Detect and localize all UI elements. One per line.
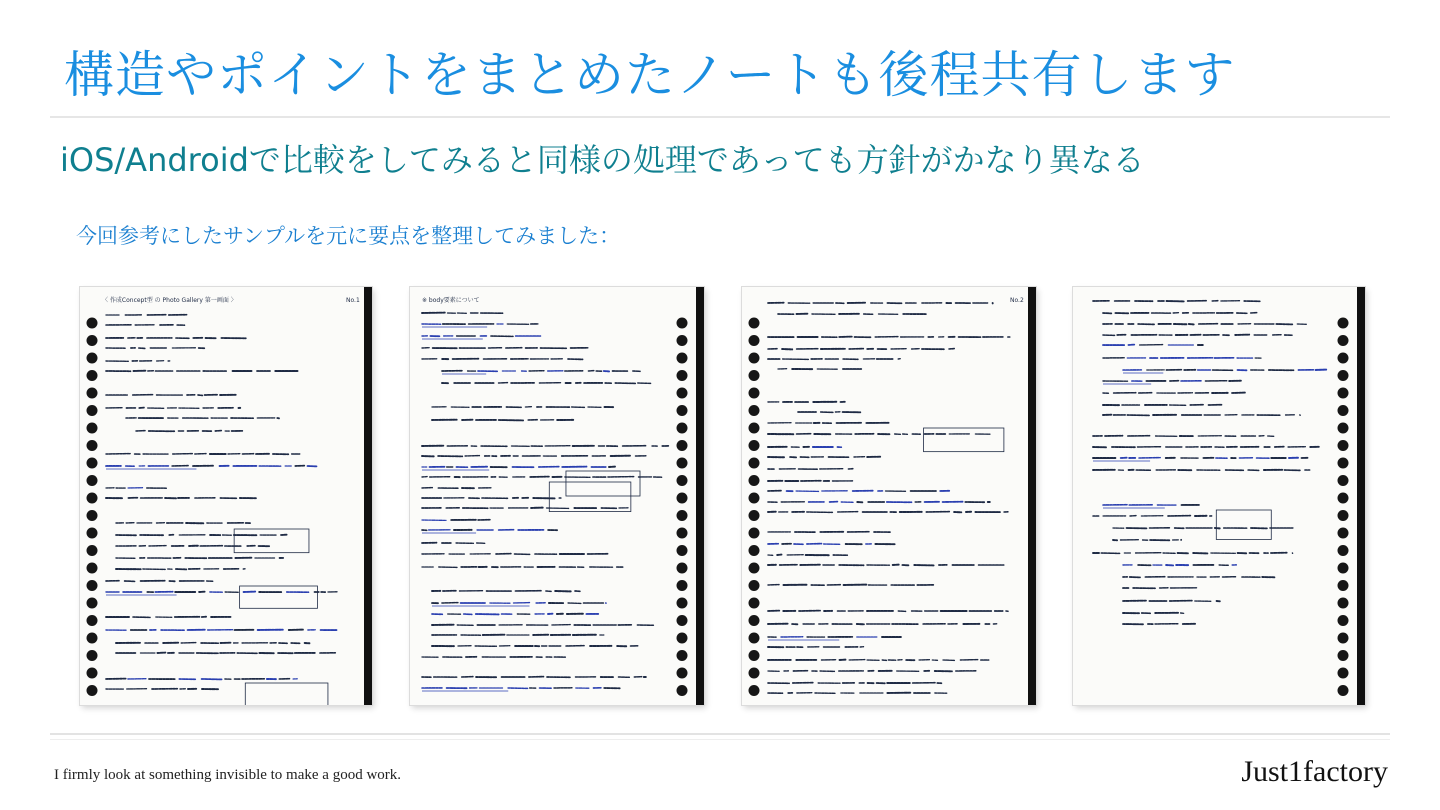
binder-hole <box>87 458 98 469</box>
binder-hole <box>1338 458 1349 469</box>
binder-hole <box>1338 685 1349 696</box>
binder-hole <box>677 685 688 696</box>
binder-hole <box>87 563 98 574</box>
footer-tagline: I firmly look at something invisible to make a good work. <box>54 767 402 783</box>
binder-hole <box>87 318 98 329</box>
binder-hole <box>1338 423 1349 434</box>
binder-hole <box>677 615 688 626</box>
handwritten-notes <box>410 287 704 705</box>
binder-hole <box>749 528 760 539</box>
binder-hole <box>749 685 760 696</box>
binder-hole <box>749 510 760 521</box>
footer-divider <box>50 733 1390 735</box>
binder-hole <box>1338 493 1349 504</box>
binder-hole <box>749 423 760 434</box>
binder-hole <box>677 318 688 329</box>
binder-hole <box>749 458 760 469</box>
binder-hole <box>87 685 98 696</box>
handwritten-notes <box>1073 287 1365 705</box>
binder-hole <box>749 318 760 329</box>
binder-hole <box>677 423 688 434</box>
binder-hole <box>1338 633 1349 644</box>
binder-hole <box>87 615 98 626</box>
binder-hole <box>749 388 760 399</box>
binder-hole <box>87 405 98 416</box>
binder-hole <box>1338 510 1349 521</box>
binder-hole <box>1338 545 1349 556</box>
binder-hole <box>87 598 98 609</box>
binder-hole <box>1338 528 1349 539</box>
binder-hole <box>749 580 760 591</box>
binder-hole <box>749 405 760 416</box>
binder-hole <box>677 545 688 556</box>
binder-hole <box>87 650 98 661</box>
binder-hole <box>1338 563 1349 574</box>
binder-hole <box>677 475 688 486</box>
binder-hole <box>87 370 98 381</box>
binder-hole <box>749 545 760 556</box>
binder-hole <box>749 598 760 609</box>
binder-hole <box>677 405 688 416</box>
slide-body-text: 今回参考にしたサンプルを元に要点を整理してみました： <box>76 224 621 248</box>
binder-hole <box>87 633 98 644</box>
binder-hole <box>749 650 760 661</box>
note-page-1 <box>80 287 372 705</box>
binder-hole <box>87 668 98 679</box>
binder-hole <box>87 545 98 556</box>
slide-subtitle: iOS/Androidで比較をしてみると同様の処理であっても方針がかなり異なる <box>60 141 1145 179</box>
binder-hole <box>749 440 760 451</box>
binder-hole <box>87 475 98 486</box>
binder-hole <box>87 510 98 521</box>
note-page-3 <box>742 287 1036 705</box>
binder-hole <box>1338 318 1349 329</box>
binder-hole <box>749 633 760 644</box>
binder-hole <box>677 388 688 399</box>
binder-hole <box>87 335 98 346</box>
binder-hole <box>1338 668 1349 679</box>
binder-hole <box>1338 440 1349 451</box>
binder-hole <box>1338 335 1349 346</box>
binder-hole <box>749 353 760 364</box>
binder-hole <box>1338 598 1349 609</box>
handwritten-notes <box>80 287 372 705</box>
slide-title: 構造やポイントをまとめたノートも後程共有します <box>64 46 1236 104</box>
note-page-4 <box>1073 287 1365 705</box>
binder-hole <box>87 423 98 434</box>
binder-hole <box>1338 353 1349 364</box>
binder-hole <box>677 563 688 574</box>
note-heading: 〈 作成Concept型 の Photo Gallery 第一画面 〉 <box>102 297 237 304</box>
note-page-label: No.2 <box>1010 297 1024 304</box>
binder-hole <box>1338 475 1349 486</box>
binder-hole <box>677 650 688 661</box>
title-divider <box>50 116 1390 118</box>
binder-hole <box>87 388 98 399</box>
binder-hole <box>677 353 688 364</box>
binder-hole <box>1338 650 1349 661</box>
binder-hole <box>87 528 98 539</box>
brand-logo: Just1factory <box>1241 755 1388 788</box>
binder-hole <box>1338 370 1349 381</box>
binder-hole <box>749 370 760 381</box>
binder-hole <box>87 493 98 504</box>
binder-hole <box>1338 388 1349 399</box>
binder-hole <box>677 493 688 504</box>
binder-hole <box>749 563 760 574</box>
binder-hole <box>1338 615 1349 626</box>
note-page-label: No.1 <box>346 297 360 304</box>
binder-hole <box>749 615 760 626</box>
binder-hole <box>677 335 688 346</box>
binder-hole <box>1338 405 1349 416</box>
binder-hole <box>677 598 688 609</box>
binder-hole <box>677 458 688 469</box>
binder-hole <box>87 353 98 364</box>
note-heading: ※ body要素について <box>422 297 480 304</box>
binder-hole <box>87 580 98 591</box>
binder-hole <box>677 668 688 679</box>
binder-hole <box>677 510 688 521</box>
binder-hole <box>677 370 688 381</box>
binder-hole <box>749 493 760 504</box>
binder-hole <box>677 528 688 539</box>
binder-hole <box>1338 580 1349 591</box>
binder-hole <box>749 335 760 346</box>
handwritten-notes <box>742 287 1036 705</box>
footer-divider-thin <box>50 739 1390 740</box>
binder-hole <box>87 440 98 451</box>
binder-hole <box>677 580 688 591</box>
binder-hole <box>677 633 688 644</box>
note-page-2 <box>410 287 704 705</box>
binder-hole <box>749 475 760 486</box>
binder-hole <box>677 440 688 451</box>
binder-hole <box>749 668 760 679</box>
